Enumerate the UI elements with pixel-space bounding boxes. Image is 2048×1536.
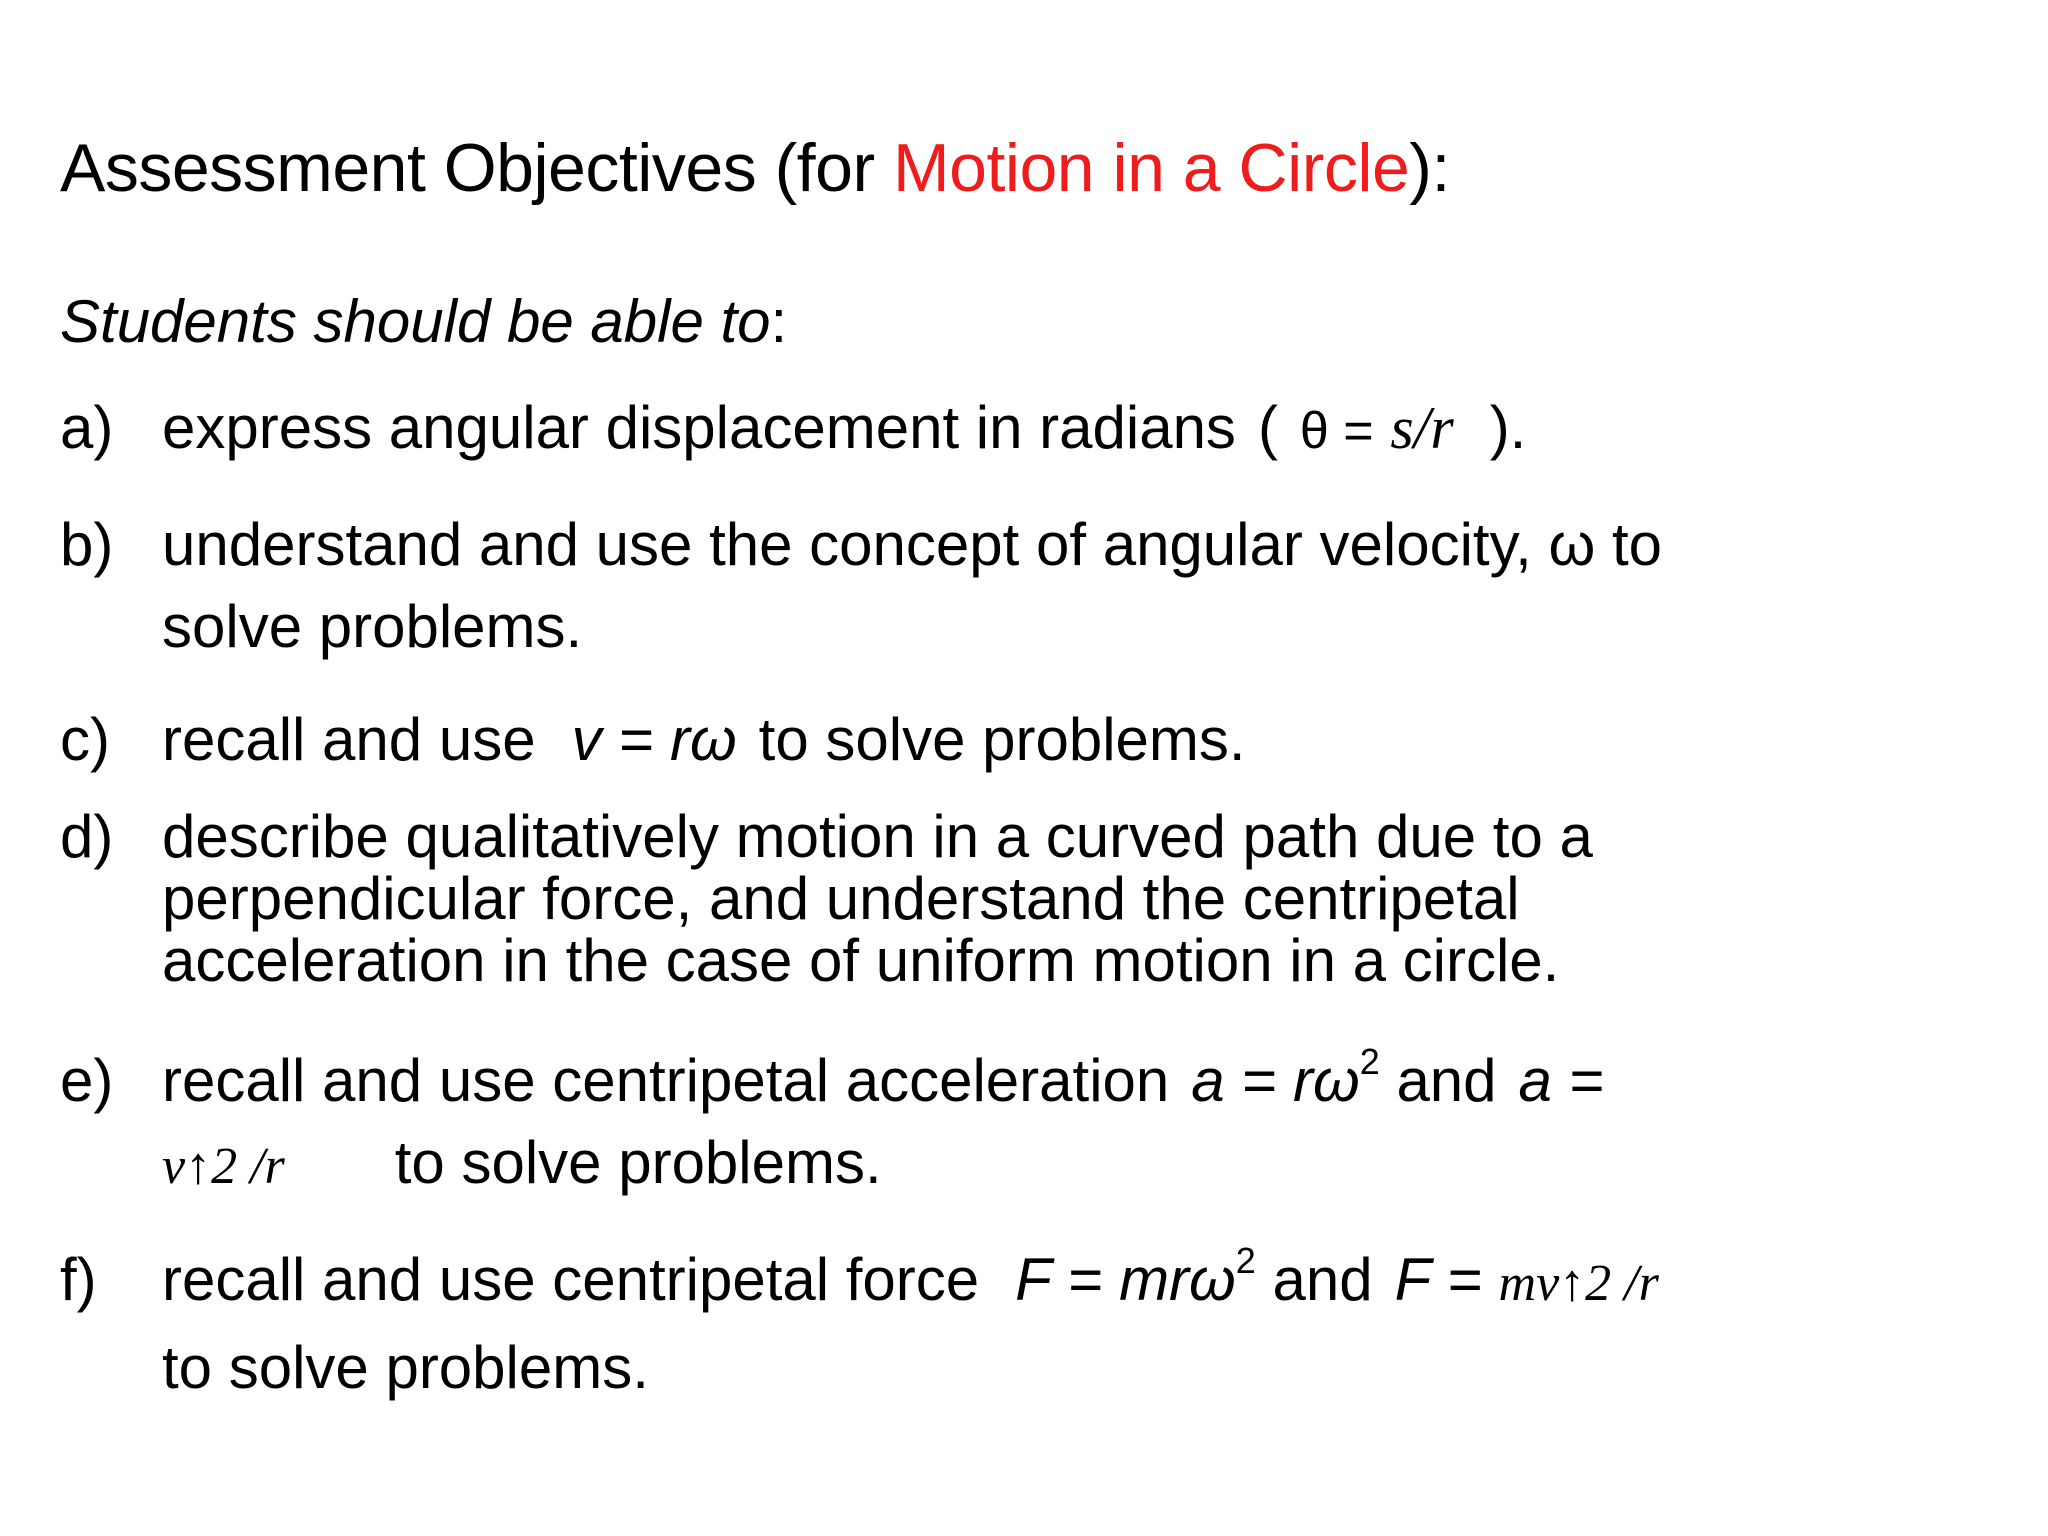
formula-a-equals: a =	[1518, 1047, 1604, 1114]
objective-letter: c)	[60, 706, 110, 773]
close-paren: ).	[1489, 394, 1527, 461]
objective-text: recall and use	[162, 706, 536, 773]
intro-label: Students should be able to	[60, 288, 771, 355]
slide-title	[60, 128, 1450, 210]
objective-suffix: to solve problems.	[394, 1129, 882, 1196]
theta-equals: θ =	[1299, 402, 1374, 460]
intro-colon: :	[770, 288, 788, 355]
objective-letter: d)	[60, 803, 114, 870]
formula-a-r-omega: a = rω	[1191, 1047, 1360, 1114]
formula-v-r-omega: v = rω	[571, 706, 737, 773]
formula-f-equals: F =	[1394, 1246, 1482, 1313]
exponent: 2	[1359, 1041, 1380, 1082]
objective-line: understand and use the concept of angular velocity, ω to	[162, 511, 1663, 578]
objective-letter: a)	[60, 394, 114, 461]
objective-body	[162, 1238, 1659, 1410]
and-text: and	[1272, 1246, 1373, 1313]
intro-text	[60, 286, 787, 358]
objective-body	[162, 803, 1593, 994]
objective-line: describe qualitatively motion in a curved path due to a	[162, 803, 1593, 870]
objective-text: recall and use centripetal acceleration	[162, 1047, 1170, 1114]
objective-line	[162, 1238, 1659, 1326]
title-prefix: Assessment Objectives (for	[60, 130, 893, 206]
objective-line: to solve problems.	[162, 1334, 649, 1401]
objective-letter: b)	[60, 511, 114, 578]
objective-text: recall and use centripetal force	[162, 1246, 980, 1313]
objective-text: express angular displacement in radians	[162, 394, 1236, 461]
objective-line: perpendicular force, and understand the centripetal	[162, 865, 1520, 932]
formula-mv2-over-r: mv↑2 /r	[1498, 1255, 1659, 1312]
objective-body	[162, 392, 1526, 467]
formula-s-over-r: s/r	[1390, 395, 1454, 461]
exponent: 2	[1235, 1240, 1256, 1281]
objective-body	[162, 704, 1246, 776]
objective-body	[162, 504, 1662, 668]
objective-line	[162, 1122, 1604, 1208]
objective-line	[162, 1040, 1604, 1122]
objective-line: acceleration in the case of uniform motion in a circle.	[162, 927, 1560, 994]
objective-line: solve problems.	[162, 593, 583, 660]
open-paren: (	[1257, 394, 1278, 461]
objective-suffix: to solve problems.	[758, 706, 1246, 773]
and-text: and	[1396, 1047, 1497, 1114]
title-highlight: Motion in a Circle	[892, 130, 1410, 206]
objective-body	[162, 1040, 1604, 1208]
formula-v2-over-r: v↑2 /r	[162, 1138, 285, 1195]
objective-letter: e)	[60, 1047, 114, 1114]
objective-letter: f)	[60, 1246, 97, 1313]
title-suffix: ):	[1409, 130, 1450, 206]
formula-f-mr-omega: F = mrω	[1015, 1246, 1236, 1313]
